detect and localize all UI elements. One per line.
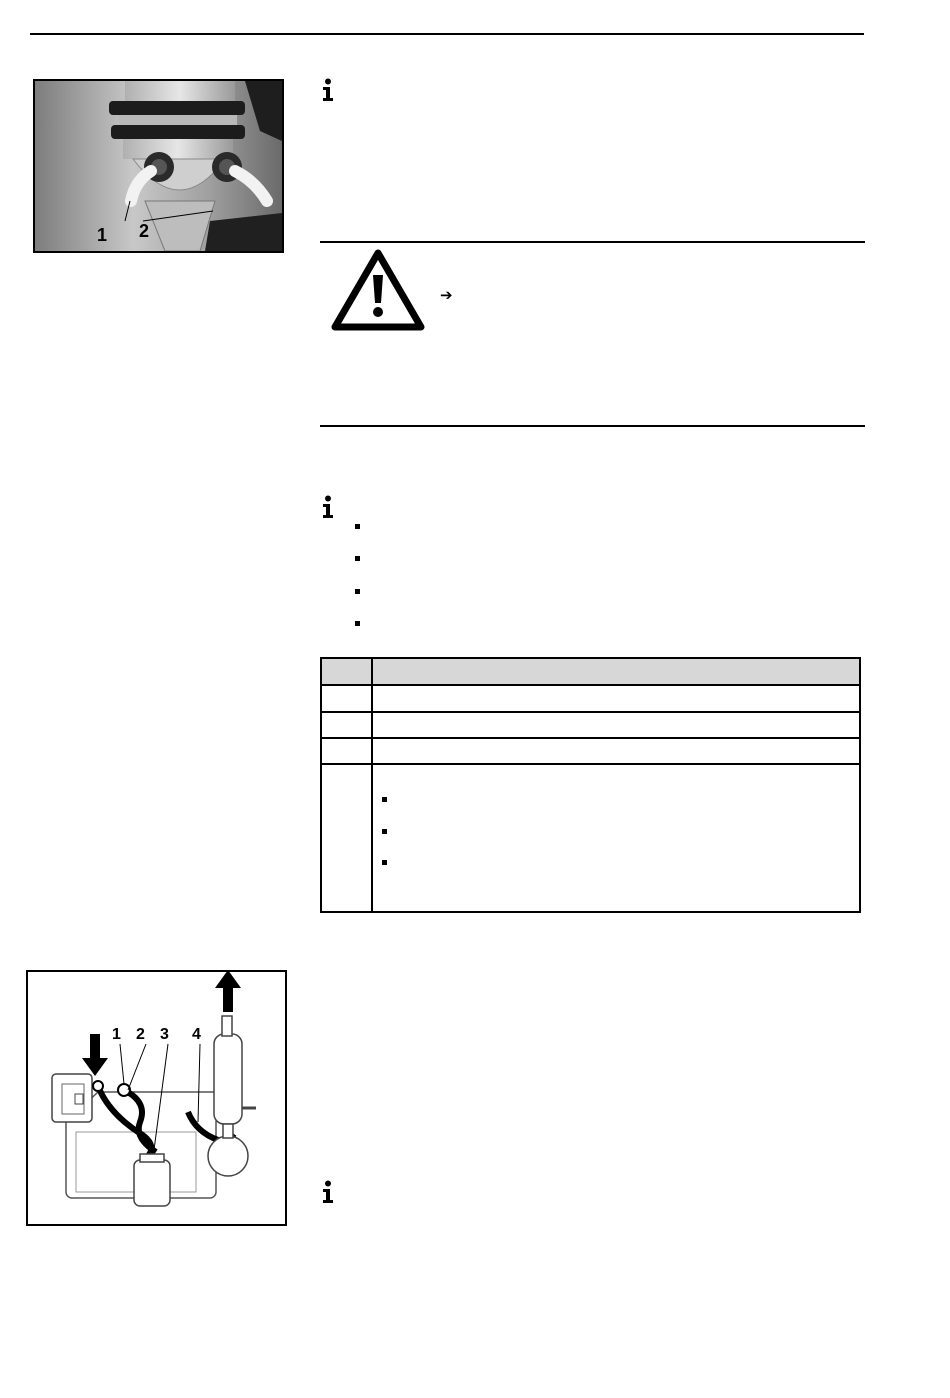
callout-1: 1	[97, 225, 108, 245]
callout-3: 3	[160, 1026, 169, 1043]
list-bullet-icon	[382, 829, 387, 834]
info-icon	[321, 78, 335, 102]
list-bullet-icon	[382, 860, 387, 865]
callout-4: 4	[192, 1026, 201, 1043]
table-column-divider	[371, 659, 373, 911]
pump-diagram	[26, 970, 287, 1226]
action-arrow-icon: ➔	[440, 286, 453, 304]
warning-triangle-icon	[331, 249, 425, 331]
callout-1: 1	[112, 1026, 121, 1043]
table-row-divider	[322, 737, 859, 739]
list-bullet-icon	[355, 621, 360, 626]
table-row-divider	[322, 711, 859, 713]
list-bullet-icon	[355, 589, 360, 594]
header-rule	[30, 33, 864, 35]
info-icon	[321, 495, 335, 519]
data-table	[320, 657, 861, 913]
list-bullet-icon	[355, 556, 360, 561]
warning-bottom-rule	[320, 425, 865, 427]
list-bullet-icon	[355, 524, 360, 529]
table-header-row	[322, 659, 859, 686]
list-bullet-icon	[382, 797, 387, 802]
callout-2: 2	[139, 221, 150, 241]
warning-top-rule	[320, 241, 865, 243]
callout-2: 2	[136, 1026, 145, 1043]
info-icon	[321, 1180, 335, 1204]
table-row-divider	[322, 763, 859, 765]
condenser-photo	[33, 79, 284, 253]
